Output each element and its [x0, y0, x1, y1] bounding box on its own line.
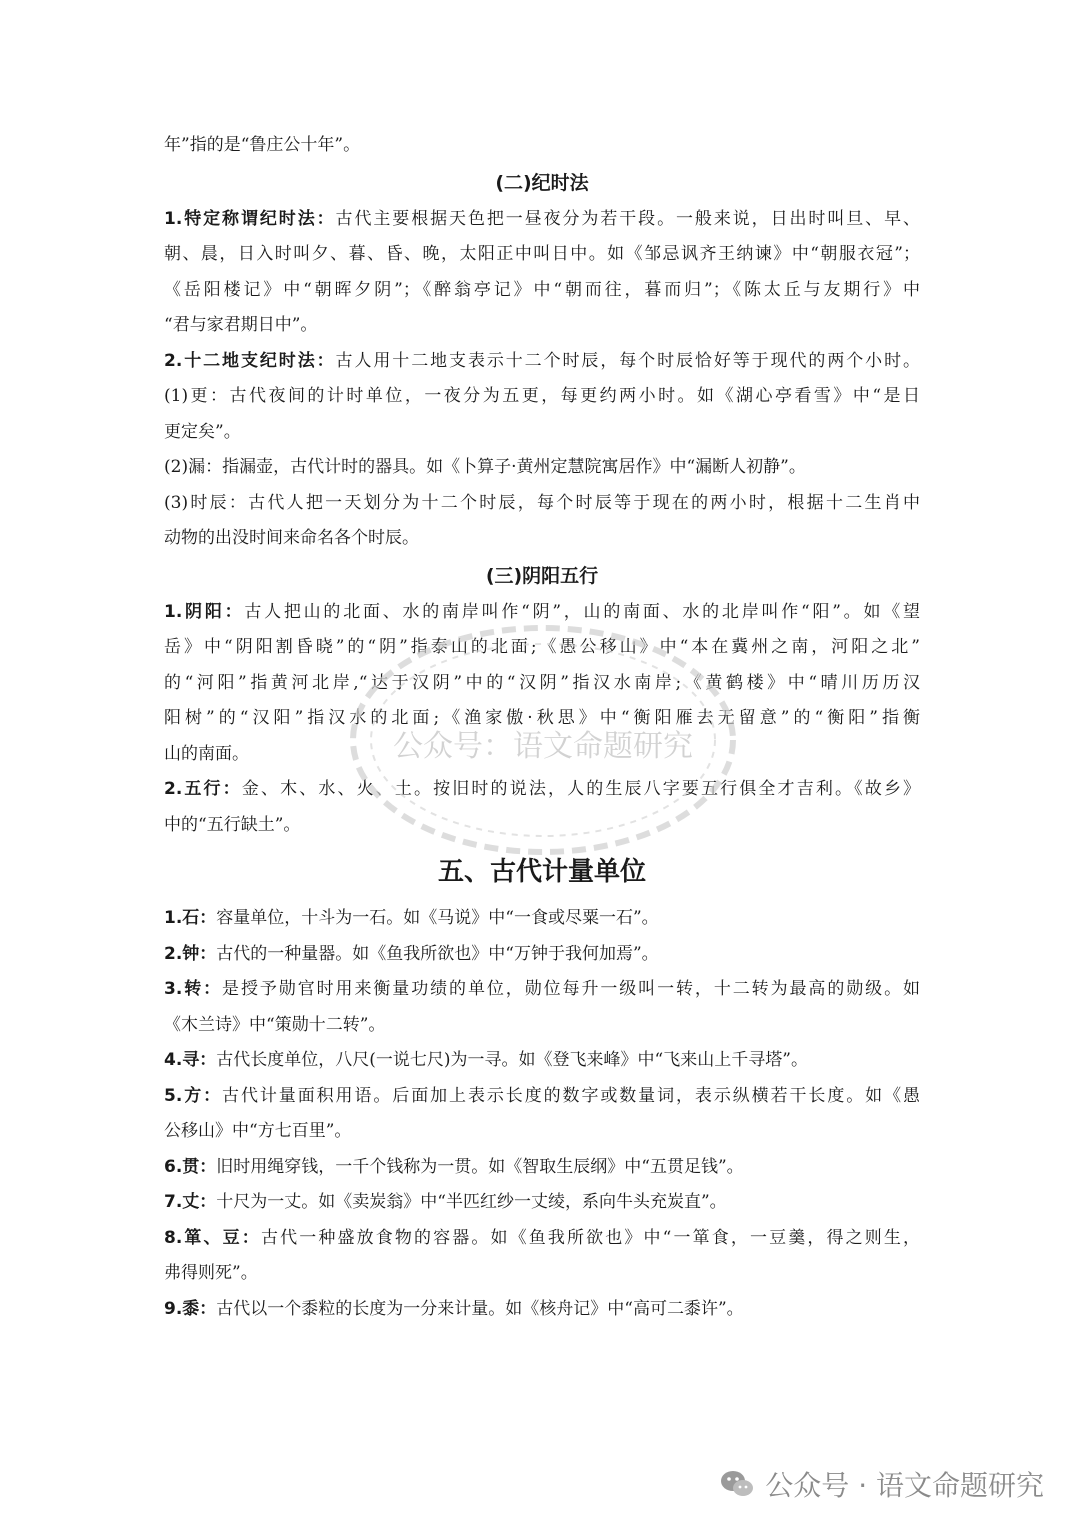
line-text: 古代长度单位，八尺(一说七尺)为一寻。如《登飞来峰》中“飞来山上千寻塔”。: [216, 1050, 808, 1070]
line-text: “君与家君期日中”。: [164, 315, 318, 335]
line-text: 中的“五行缺土”。: [164, 814, 301, 835]
line-text: 古代主要根据天色把一昼夜分为若干段。一般来说，日出时叫旦、早、: [335, 208, 920, 229]
wechat-icon: [719, 1469, 755, 1499]
body-line: [164, 737, 920, 773]
footer-brand: [719, 1464, 1044, 1504]
body-line: [164, 237, 920, 273]
section-heading: (二)纪时法: [495, 171, 589, 194]
term-label: 8.箪、豆：: [164, 1227, 261, 1248]
section-heading: (三)阴阳五行: [485, 564, 599, 587]
body-line: [164, 308, 920, 344]
term-label: 1.特定称谓纪时法：: [164, 208, 336, 229]
body-line: [164, 1043, 920, 1079]
line-text: 古人把山的北面、水的南岸叫作“阴”，山的南面、水的北岸叫作“阳”。如《望: [244, 601, 920, 622]
line-text: 是授予勋官时用来衡量功绩的单位，勋位每升一级叫一转，十二转为最高的勋级。如: [222, 979, 920, 999]
body-line: [164, 1008, 920, 1044]
term-label: 9.黍：: [164, 1298, 217, 1319]
body-line: [164, 486, 920, 522]
line-text: 山的南面。: [164, 743, 249, 764]
line-text: 的“河阳”指黄河北岸,“达于汉阴”中的“汉阴”指汉水南岸;《黄鹤楼》中“晴川历历汉: [164, 672, 920, 693]
watermark-text: 公众号：语文命题研究: [393, 729, 693, 764]
line-text: 年”指的是“鲁庄公十年”。: [164, 135, 361, 155]
body-line: [164, 1256, 920, 1292]
body-line: [164, 701, 920, 737]
body-line: [164, 379, 920, 415]
body-line: [164, 344, 920, 380]
body-line: [164, 273, 920, 309]
line-text: 岳》中“阴阳割昏晓”的“阴”指泰山的北面;《愚公移山》中“本在冀州之南，河阳之北”: [164, 637, 920, 657]
term-label: 4.寻：: [164, 1050, 217, 1070]
line-text: (3)时辰：古代人把一天划分为十二个时辰，每个时辰等于现在的两小时，根据十二生肖中: [164, 492, 920, 513]
body-line: [164, 1114, 920, 1150]
body-line: [164, 202, 920, 238]
body-line: [164, 1079, 920, 1115]
term-label: 3.转：: [164, 979, 223, 999]
line-text: (1)更：古代夜间的计时单位，一夜分为五更，每更约两小时。如《湖心亭看雪》中“是日: [164, 386, 920, 406]
line-text: 古代一种盛放食物的容器。如《鱼我所欲也》中“一箪食，一豆羹，得之则生，: [260, 1227, 920, 1248]
body-line: [164, 450, 920, 486]
line-text: 十尺为一丈。如《卖炭翁》中“半匹红纱一丈绫，系向牛头充炭直”。: [216, 1192, 727, 1212]
line-text: 《岳阳楼记》中“朝晖夕阴”；《醉翁亭记》中“朝而往，暮而归”；《陈太丘与友期行》中: [164, 279, 920, 300]
line-text: 公移山》中“方七百里”。: [164, 1121, 352, 1141]
line-text: 古代以一个黍粒的长度为一分来计量。如《核舟记》中“高可二黍许”。: [216, 1298, 744, 1319]
line-text: 旧时用绳穿钱，一千个钱称为一贯。如《智取生辰纲》中“五贯足钱”。: [216, 1156, 744, 1177]
line-text: 朝、晨，日入时叫夕、暮、昏、晚，太阳正中叫日中。如《邹忌讽齐王纳谏》中“朝服衣冠”；: [164, 244, 920, 264]
line-text: 动物的出没时间来命名各个时辰。: [164, 528, 419, 548]
body-line: [164, 901, 920, 937]
body-line: [164, 808, 920, 844]
term-label: 1.阴阳：: [164, 601, 245, 622]
footer-text: 公众号 · 语文命题研究: [765, 1469, 1044, 1502]
body-line: [164, 1150, 920, 1186]
line-text: 弗得则死”。: [164, 1263, 258, 1283]
body-line: [164, 521, 920, 557]
body-line: [164, 666, 920, 702]
term-label: 2.十二地支纪时法：: [164, 350, 336, 371]
line-text: (2)漏：指漏壶，古代计时的器具。如《卜算子·黄州定慧院寓居作》中“漏断人初静”。: [164, 457, 806, 477]
body-line: [164, 772, 920, 808]
body-line: [164, 1292, 920, 1328]
chapter-heading: 五、古代计量单位: [437, 857, 646, 887]
body-line: [164, 595, 920, 631]
body-line: [164, 128, 920, 164]
body-line: [164, 1221, 920, 1257]
body-line: [164, 415, 920, 451]
body-line: [164, 972, 920, 1008]
body-line: [164, 1185, 920, 1221]
line-text: 古人用十二地支表示十二个时辰，每个时辰恰好等于现代的两个小时。: [335, 350, 920, 371]
term-label: 5.方：: [164, 1085, 223, 1106]
term-label: 1.石：: [164, 908, 217, 928]
document-body: [164, 128, 920, 1327]
line-text: 古代的一种量器。如《鱼我所欲也》中“万钟于我何加焉”。: [216, 943, 659, 964]
line-text: 《木兰诗》中“策勋十二转”。: [164, 1014, 386, 1035]
term-label: 2.五行：: [164, 779, 242, 799]
term-label: 7.丈：: [164, 1192, 217, 1212]
term-label: 6.贯：: [164, 1156, 217, 1177]
line-text: 容量单位，十斗为一石。如《马说》中“一食或尽粟一石”。: [216, 908, 659, 928]
line-text: 古代计量面积用语。后面加上表示长度的数字或数量词，表示纵横若干长度。如《愚: [222, 1085, 920, 1106]
term-label: 2.钟：: [164, 943, 217, 964]
line-text: 阳树”的“汉阳”指汉水的北面;《渔家傲·秋思》中“衡阳雁去无留意”的“衡阳”指衡: [164, 708, 920, 728]
body-line: [164, 937, 920, 973]
body-line: [164, 630, 920, 666]
line-text: 金、木、水、火、土。按旧时的说法，人的生辰八字要五行俱全才吉利。《故乡》: [241, 779, 920, 799]
line-text: 更定矣”。: [164, 421, 241, 442]
